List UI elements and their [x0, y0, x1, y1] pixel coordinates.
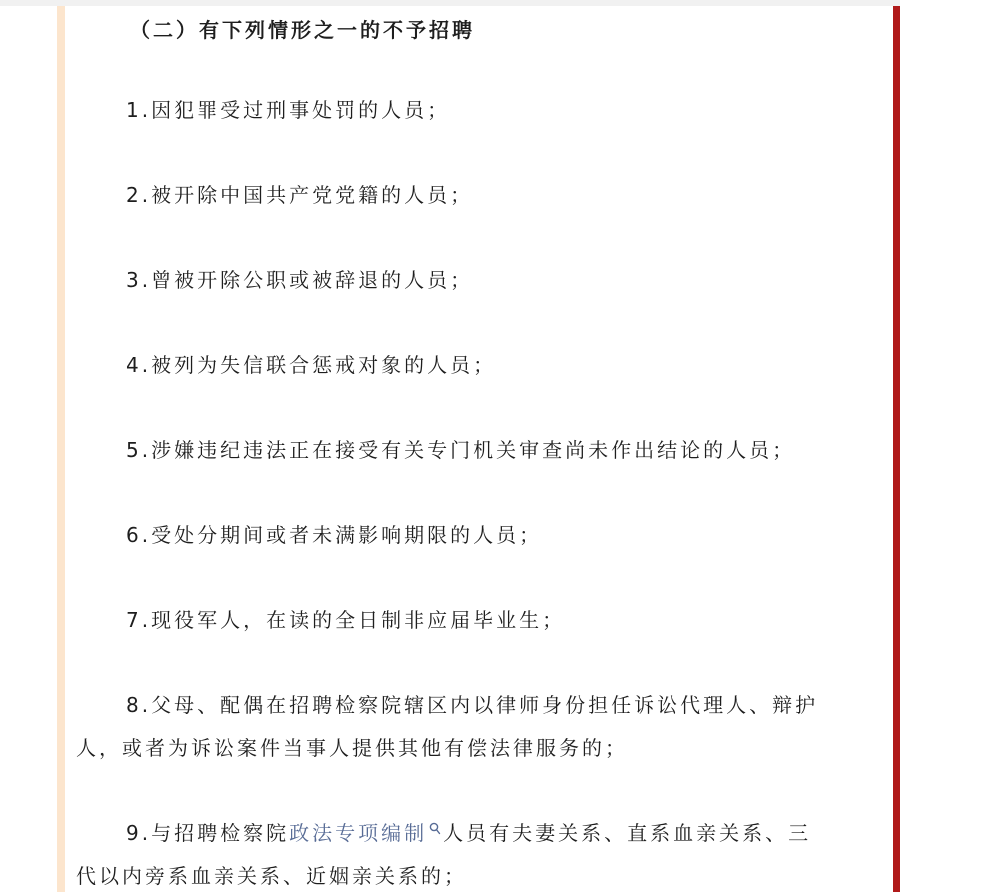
- list-item-text: 6.受处分期间或者未满影响期限的人员；: [126, 523, 543, 547]
- search-icon[interactable]: [429, 808, 441, 851]
- top-strip: [0, 0, 1006, 6]
- item8-line2: 人，或者为诉讼案件当事人提供其他有偿法律服务的；: [76, 736, 628, 760]
- list-item: [76, 344, 886, 387]
- list-item: [76, 429, 886, 472]
- list-item: [76, 174, 886, 217]
- list-item: [76, 514, 886, 557]
- list-item-text: 1.因犯罪受过刑事处罚的人员；: [126, 98, 451, 122]
- list-item-text: 5.涉嫌违纪违法正在接受有关专门机关审查尚未作出结论的人员；: [126, 438, 796, 462]
- list-item: [76, 599, 886, 642]
- right-margin: [900, 0, 1006, 892]
- item9-suffix: 人员有夫妻关系、直系血亲关系、三: [443, 821, 812, 845]
- list-item: [76, 89, 886, 132]
- right-decorative-border: [893, 6, 900, 892]
- list-item: [76, 259, 886, 302]
- left-decorative-border: [57, 6, 65, 892]
- item9-prefix: 9.与招聘检察院: [126, 821, 290, 845]
- list-item-text: 3.曾被开除公职或被辞退的人员；: [126, 268, 474, 292]
- list-item-8: [76, 684, 886, 770]
- item8-line1: 8.父母、配偶在招聘检察院辖区内以律师身份担任诉讼代理人、辩护: [126, 693, 819, 717]
- list-item-text: 2.被开除中国共产党党籍的人员；: [126, 183, 474, 207]
- list-item-9: [76, 812, 886, 892]
- list-item-text: 7.现役军人，在读的全日制非应届毕业生；: [126, 608, 566, 632]
- section-heading: （二）有下列情形之一的不予招聘: [130, 18, 475, 42]
- list-item-text: 4.被列为失信联合惩戒对象的人员；: [126, 353, 497, 377]
- policy-term-link[interactable]: 政法专项编制: [289, 821, 428, 845]
- item9-line2: 代以内旁系血亲关系、近姻亲关系的；: [76, 864, 467, 888]
- left-margin: [0, 6, 57, 892]
